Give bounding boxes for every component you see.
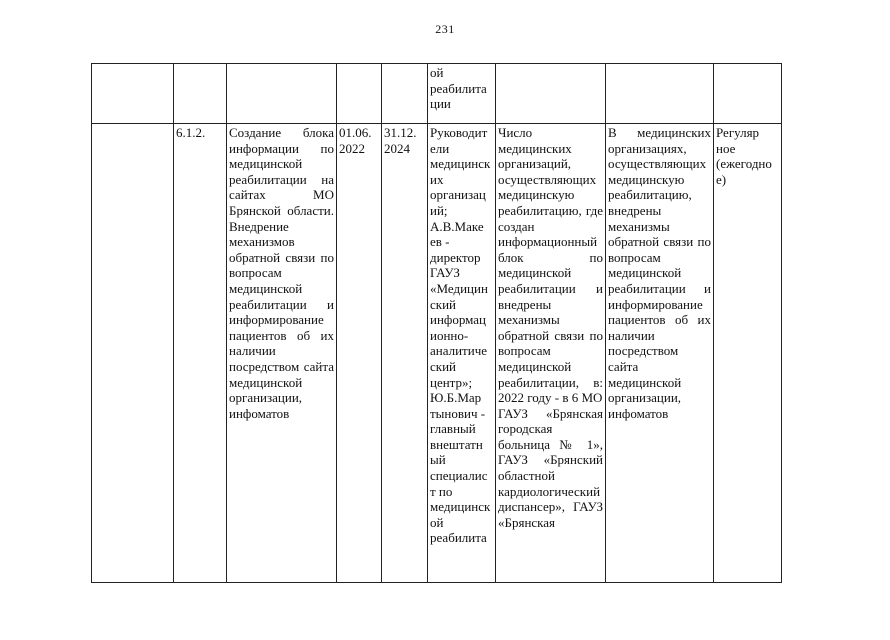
cell-empty — [606, 64, 714, 124]
cell-measure: Создание блока информации по медицинской реабилитации на сайтах МО Брянской области. Внедрение механизмов обратной связи по вопросам медицинской реабилитации и информирование пациентов об их наличии посредством сайта медицинской организации, инфоматов — [227, 124, 337, 583]
cell-frequency: Регуляр ное (ежегодно е) — [714, 124, 782, 583]
cell-empty — [92, 124, 174, 583]
cell-empty — [714, 64, 782, 124]
cell-empty — [174, 64, 227, 124]
cell-empty — [382, 64, 428, 124]
cell-empty — [337, 64, 382, 124]
cell-start-date: 01.06. 2022 — [337, 124, 382, 583]
continuation-row — [92, 64, 782, 124]
cell-responsible-continued: ой реабилита ции — [428, 64, 496, 124]
cell-empty — [92, 64, 174, 124]
cell-end-date: 31.12. 2024 — [382, 124, 428, 583]
page-number: 231 — [435, 22, 455, 36]
table-row — [92, 124, 782, 583]
cell-indicator: Число медицинских организаций, осуществляющих медицинскую реабилитацию, где создан информационный блок по медицинской реабилитации и внедрены механизмы обратной связи по вопросам медицинской реабилитации, в: 2022 году - в 6 МО ГАУЗ «Брянская городская больница № 1», ГАУЗ «Брянский областной кардиологический диспансер», ГАУЗ «Брянская — [496, 124, 606, 583]
cell-empty — [227, 64, 337, 124]
cell-responsible: Руководит ели медицинск их организац ий; А.В.Маке ев - директор ГАУЗ «Медицин ский информац ионно- аналитиче ский центр»; Ю.Б.Мар тынович - главный внештатн ый специалис т по медицинск ой реабилита — [428, 124, 496, 583]
cell-item-number: 6.1.2. — [174, 124, 227, 583]
measures-table — [91, 63, 782, 583]
cell-result: В медицинских организациях, осуществляющих медицинскую реабилитацию, внедрены механизмы обратной связи по вопросам медицинской реабилитации и информирование пациентов об их наличии посредством сайта медицинской организации, инфоматов — [606, 124, 714, 583]
cell-empty — [496, 64, 606, 124]
